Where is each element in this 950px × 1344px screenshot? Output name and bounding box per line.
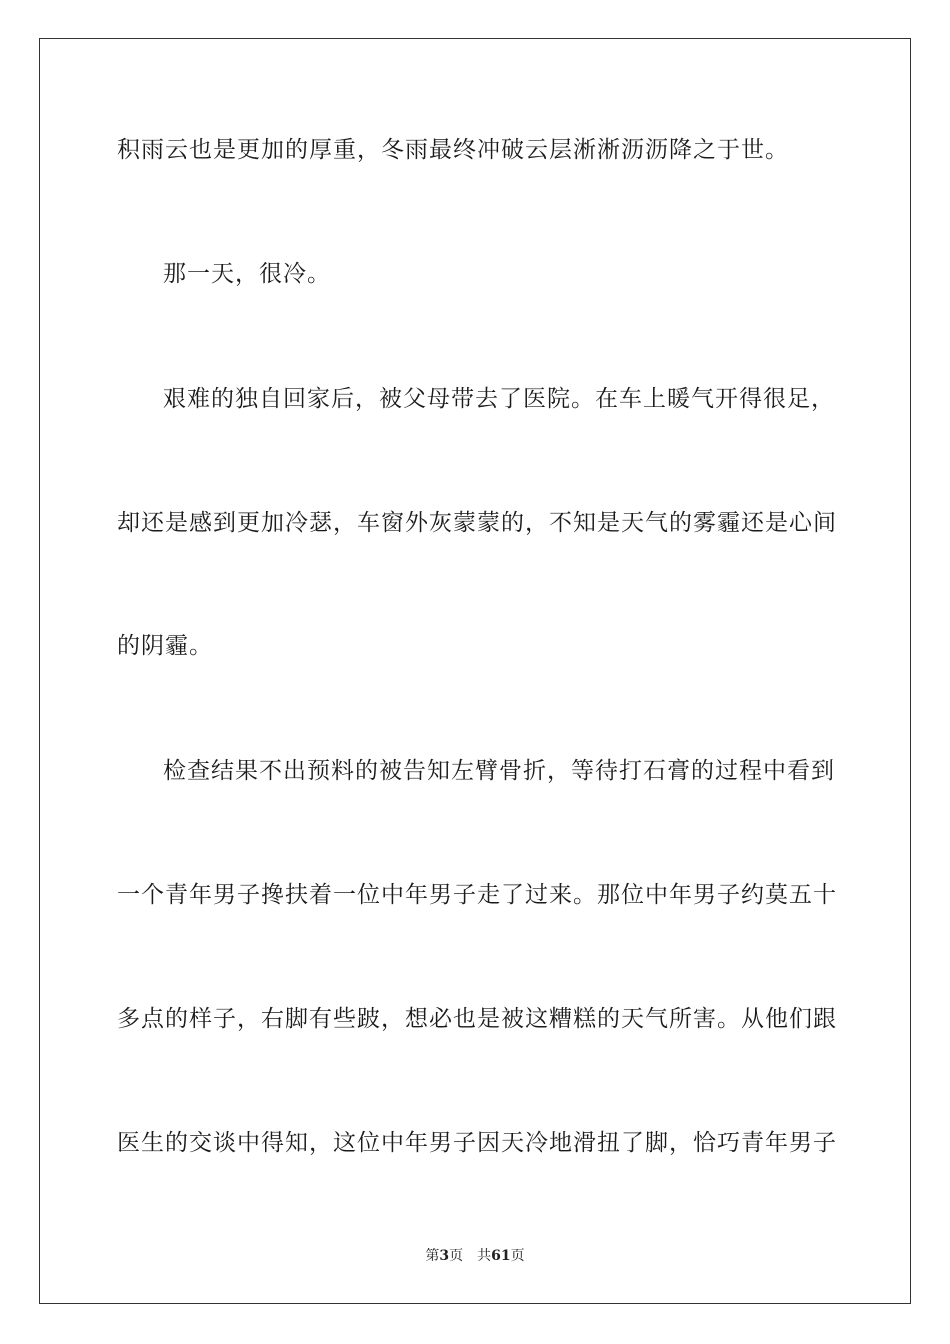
text-line-5: 的阴霾。 — [117, 633, 213, 659]
text-line-9: 医生的交谈中得知，这位中年男子因天冷地滑扭了脚，恰巧青年男子 — [117, 1130, 837, 1156]
text-line-2: 那一天，很冷。 — [163, 261, 331, 287]
text-line-6: 检查结果不出预料的被告知左臂骨折，等待打石膏的过程中看到 — [163, 758, 835, 784]
text-line-8: 多点的样子，右脚有些跛，想必也是被这糟糕的天气所害。从他们跟 — [117, 1006, 837, 1032]
page-border — [39, 38, 911, 1304]
text-line-7: 一个青年男子搀扶着一位中年男子走了过来。那位中年男子约莫五十 — [117, 882, 837, 908]
total-prefix: 共 — [477, 1248, 492, 1264]
page-number: 3 — [439, 1248, 450, 1264]
text-line-4: 却还是感到更加冷瑟，车窗外灰蒙蒙的，不知是天气的雾霾还是心间 — [117, 510, 837, 536]
text-line-3: 艰难的独自回家后，被父母带去了医院。在车上暖气开得很足， — [163, 386, 835, 412]
text-line-1: 积雨云也是更加的厚重，冬雨最终冲破云层淅淅沥沥降之于世。 — [117, 137, 789, 163]
page-suffix: 页 — [449, 1248, 464, 1264]
total-suffix: 页 — [510, 1248, 525, 1264]
total-pages: 61 — [491, 1248, 511, 1264]
page-footer — [0, 1247, 950, 1265]
page-prefix: 第 — [425, 1248, 440, 1264]
